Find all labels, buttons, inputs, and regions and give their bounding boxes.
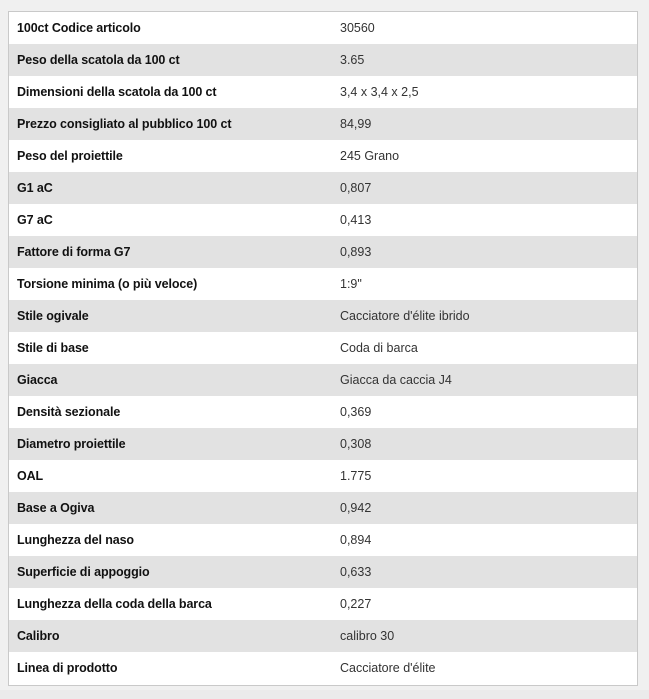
spec-value: 30560 bbox=[340, 21, 375, 35]
specs-panel bbox=[8, 11, 638, 686]
table-row bbox=[9, 268, 637, 300]
table-row bbox=[9, 428, 637, 460]
spec-value: 0,227 bbox=[340, 597, 372, 611]
table-row bbox=[9, 172, 637, 204]
spec-label: G1 aC bbox=[17, 181, 53, 195]
spec-label: Stile di base bbox=[17, 341, 89, 355]
spec-value: 0,807 bbox=[340, 181, 372, 195]
table-row bbox=[9, 652, 637, 684]
spec-label: 100ct Codice articolo bbox=[17, 21, 141, 35]
spec-label: Diametro proiettile bbox=[17, 437, 126, 451]
spec-label: Calibro bbox=[17, 629, 60, 643]
spec-value: Giacca da caccia J4 bbox=[340, 373, 452, 387]
table-row bbox=[9, 108, 637, 140]
spec-label: Fattore di forma G7 bbox=[17, 245, 131, 259]
spec-value: 0,893 bbox=[340, 245, 372, 259]
table-row bbox=[9, 588, 637, 620]
page-bottom-strip bbox=[0, 690, 649, 699]
spec-value: 1:9" bbox=[340, 277, 362, 291]
spec-value: Cacciatore d'élite bbox=[340, 661, 436, 675]
table-row bbox=[9, 332, 637, 364]
spec-label: G7 aC bbox=[17, 213, 53, 227]
spec-label: Linea di prodotto bbox=[17, 661, 118, 675]
table-row bbox=[9, 460, 637, 492]
spec-label: Lunghezza della coda della barca bbox=[17, 597, 212, 611]
spec-label: Base a Ogiva bbox=[17, 501, 95, 515]
table-row bbox=[9, 524, 637, 556]
table-row bbox=[9, 364, 637, 396]
spec-label: Densità sezionale bbox=[17, 405, 121, 419]
specs-table-body bbox=[9, 12, 637, 684]
spec-label: Peso del proiettile bbox=[17, 149, 123, 163]
spec-value: Coda di barca bbox=[340, 341, 418, 355]
spec-label: Peso della scatola da 100 ct bbox=[17, 53, 180, 67]
spec-label: Giacca bbox=[17, 373, 58, 387]
table-row bbox=[9, 620, 637, 652]
spec-value: 1.775 bbox=[340, 469, 372, 483]
spec-value: 3.65 bbox=[340, 53, 365, 67]
table-row bbox=[9, 76, 637, 108]
spec-value: 245 Grano bbox=[340, 149, 400, 163]
spec-value: 0,308 bbox=[340, 437, 372, 451]
spec-label: OAL bbox=[17, 469, 44, 483]
table-row bbox=[9, 300, 637, 332]
table-row bbox=[9, 556, 637, 588]
spec-value: calibro 30 bbox=[340, 629, 395, 643]
table-row bbox=[9, 396, 637, 428]
spec-label: Prezzo consigliato al pubblico 100 ct bbox=[17, 117, 232, 131]
spec-value: Cacciatore d'élite ibrido bbox=[340, 309, 470, 323]
spec-value: 0,369 bbox=[340, 405, 372, 419]
spec-value: 0,894 bbox=[340, 533, 372, 547]
spec-label: Lunghezza del naso bbox=[17, 533, 134, 547]
table-row bbox=[9, 492, 637, 524]
spec-label: Stile ogivale bbox=[17, 309, 89, 323]
spec-value: 0,633 bbox=[340, 565, 372, 579]
spec-value: 84,99 bbox=[340, 117, 372, 131]
specs-table bbox=[9, 12, 637, 684]
table-row bbox=[9, 12, 637, 44]
spec-value: 0,942 bbox=[340, 501, 372, 515]
table-row bbox=[9, 140, 637, 172]
spec-value: 0,413 bbox=[340, 213, 372, 227]
spec-label: Dimensioni della scatola da 100 ct bbox=[17, 85, 217, 99]
spec-label: Torsione minima (o più veloce) bbox=[17, 277, 198, 291]
spec-value: 3,4 x 3,4 x 2,5 bbox=[340, 85, 419, 99]
table-row bbox=[9, 44, 637, 76]
spec-label: Superficie di appoggio bbox=[17, 565, 150, 579]
table-row bbox=[9, 204, 637, 236]
table-row bbox=[9, 236, 637, 268]
